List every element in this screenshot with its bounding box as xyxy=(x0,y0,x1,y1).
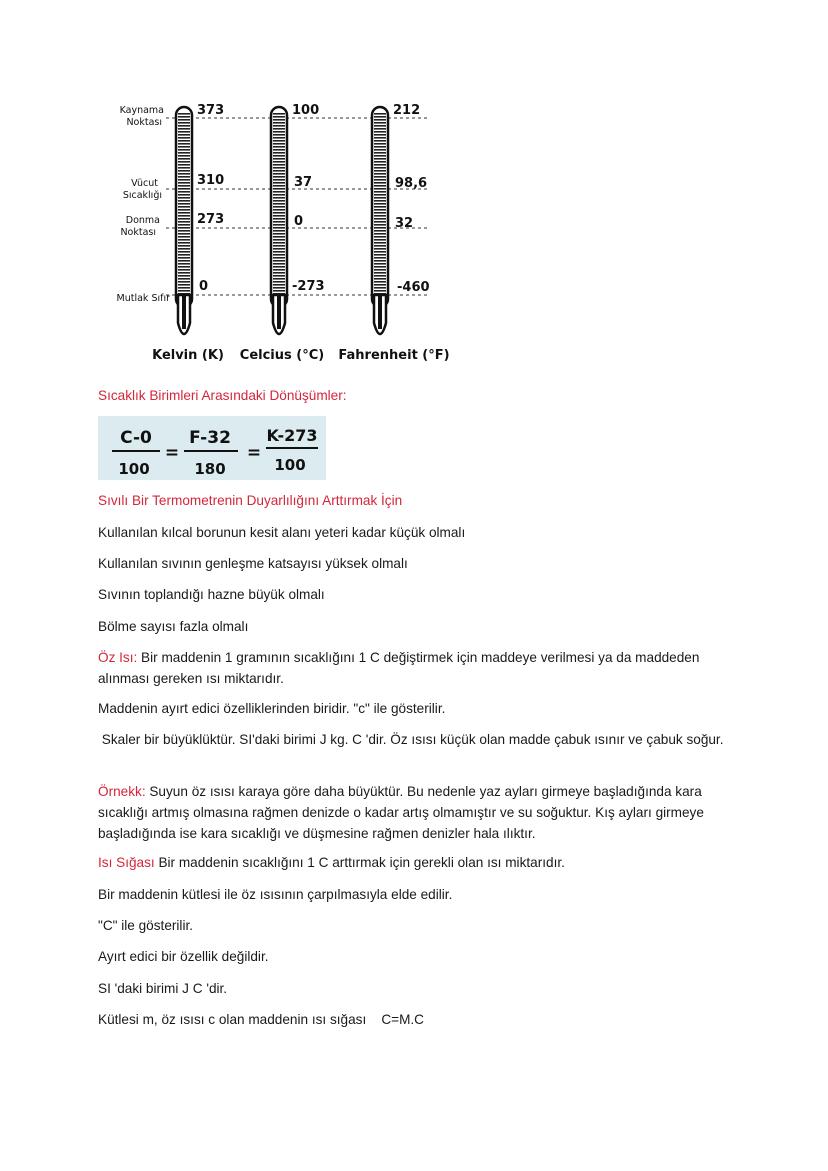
fahrenheit-name: Fahrenheit (°F) xyxy=(338,348,450,363)
formula-eq-2: = xyxy=(246,443,262,463)
sensitivity-item-4: Bölme sayısı fazla olmalı xyxy=(98,619,249,634)
ornek-label: Örnekk: xyxy=(98,784,146,799)
oz-isi-paragraph xyxy=(98,647,738,689)
celsius-value-2: 37 xyxy=(294,175,313,190)
reference-lines xyxy=(166,118,430,295)
isi-sigasi-item-5: Kütlesi m, öz ısısı c olan maddenin ısı sığası C=M.C xyxy=(98,1012,424,1027)
label-donma-2: Noktası xyxy=(120,227,156,238)
celsius-value-1: 100 xyxy=(292,103,320,118)
celsius-name: Celcius (°C) xyxy=(239,348,325,363)
fahrenheit-value-1: 212 xyxy=(393,103,421,118)
isi-sigasi-item-4: SI 'daki birimi J C 'dir. xyxy=(98,981,228,996)
oz-isi-p2: Maddenin ayırt edici özelliklerinden biridir. "c" ile gösterilir. xyxy=(98,701,446,716)
sensitivity-item-1: Kullanılan kılcal borunun kesit alanı yeteri kadar küçük olmalı xyxy=(98,525,466,540)
conversion-formula xyxy=(98,416,326,480)
label-vucut-2: Sıcaklığı xyxy=(122,190,162,201)
ornek-paragraph xyxy=(98,781,728,844)
label-vucut-1: Vücut xyxy=(131,178,158,189)
isi-sigasi-item-2: "C" ile gösterilir. xyxy=(98,918,194,933)
isi-sigasi-item-1: Bir maddenin kütlesi ile öz ısısının çarpılmasıyla elde edilir. xyxy=(98,887,453,902)
formula-t1-den: 100 xyxy=(118,460,150,478)
formula-t2-num: F-32 xyxy=(189,428,231,448)
ornek-text: Suyun öz ısısı karaya göre daha büyüktür. Bu nedenle yaz ayları girmeye başladığında kara sıcaklığı artmış olmasına rağmen denizde o kadar artış olmamıştır ve su soğuktur. Kış ayları girmeye başladığında ise kara sıcaklığı ve düşmesine rağmen denizler hala ılıktır. xyxy=(98,784,704,841)
fahrenheit-value-4: -460 xyxy=(397,280,430,295)
fahrenheit-value-2: 98,6 xyxy=(395,176,428,191)
kelvin-value-2: 310 xyxy=(197,173,225,188)
formula-t3-den: 100 xyxy=(274,456,306,474)
heading-sensitivity: Sıvılı Bir Termometrenin Duyarlılığını Arttırmak İçin xyxy=(98,493,403,508)
label-mutlak: Mutlak Sıfır xyxy=(116,293,170,304)
isi-sigasi-label: Isı Sığası xyxy=(98,855,155,870)
thermometer-fahrenheit xyxy=(372,107,388,334)
oz-isi-label: Öz Isı: xyxy=(98,650,138,665)
isi-sigasi-text: Bir maddenin sıcaklığını 1 C arttırmak için gerekli olan ısı miktarıdır. xyxy=(154,855,565,870)
isi-sigasi-paragraph xyxy=(98,852,738,873)
sensitivity-item-2: Kullanılan sıvının genleşme katsayısı yüksek olmalı xyxy=(98,556,408,571)
isi-sigasi-item-3: Ayırt edici bir özellik değildir. xyxy=(98,949,269,964)
kelvin-value-1: 373 xyxy=(197,103,225,118)
formula-t3-num: K-273 xyxy=(266,426,318,445)
label-donma-1: Donma xyxy=(125,215,160,226)
label-kaynama-1: Kaynama xyxy=(119,105,164,116)
heading-conversions: Sıcaklık Birimleri Arasındaki Dönüşümler: xyxy=(98,388,347,403)
kelvin-value-4: 0 xyxy=(199,279,209,294)
celsius-value-3: 0 xyxy=(294,214,304,229)
thermometer-celsius xyxy=(271,107,287,334)
oz-isi-text: Bir maddenin 1 gramının sıcaklığını 1 C değiştirmek için maddeye verilmesi ya da maddeden alınması gereken ısı miktarıdır. xyxy=(98,650,700,686)
oz-isi-p3: Skaler bir büyüklüktür. SI'daki birimi J kg. C 'dir. Öz ısısı küçük olan madde çabuk ısınır ve çabuk soğur. xyxy=(98,732,724,747)
kelvin-value-3: 273 xyxy=(197,212,225,227)
fahrenheit-value-3: 32 xyxy=(395,216,414,231)
formula-eq-1: = xyxy=(164,443,180,463)
celsius-value-4: -273 xyxy=(292,279,325,294)
kelvin-name: Kelvin (K) xyxy=(152,348,224,363)
sensitivity-item-3: Sıvının toplandığı hazne büyük olmalı xyxy=(98,587,325,602)
thermometer-figure xyxy=(100,95,460,370)
formula-t1-num: C-0 xyxy=(120,428,152,448)
thermometer-kelvin xyxy=(176,107,192,334)
label-kaynama-2: Noktası xyxy=(126,117,162,128)
formula-t2-den: 180 xyxy=(194,460,226,478)
